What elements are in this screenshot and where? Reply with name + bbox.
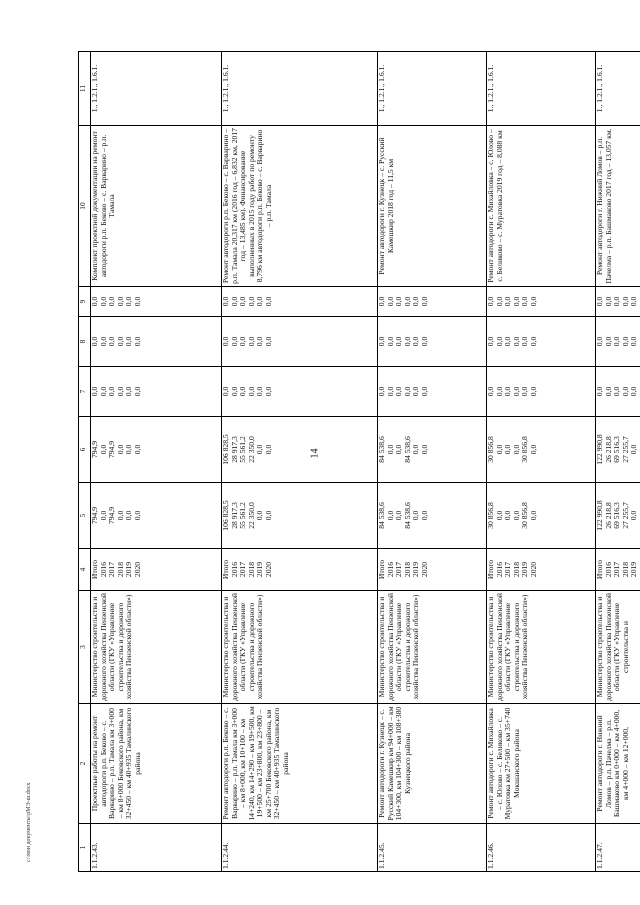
value-line: 0,0 bbox=[132, 296, 142, 307]
value-line: 2020 bbox=[419, 561, 429, 578]
regional-budget-cell bbox=[91, 417, 222, 483]
value-line: 22 350,0 bbox=[246, 436, 256, 463]
row-id-cell: 1.1.2.45. bbox=[378, 824, 487, 872]
value-line: 0,0 bbox=[629, 510, 638, 521]
value-line: 26 218,8 bbox=[603, 502, 613, 529]
value-line: 0,0 bbox=[98, 444, 108, 455]
value-line: 0,0 bbox=[263, 386, 273, 397]
value-line: 2017 bbox=[612, 561, 621, 578]
value-line: 0,0 bbox=[132, 444, 142, 455]
indicator-link-cell: 1., 1.2.1., 1.6.1. bbox=[596, 52, 640, 126]
total-funding-cell bbox=[596, 483, 640, 549]
value-line: 84 538,6 bbox=[377, 436, 386, 463]
executor-cell: Министерство строительства и дорожного хозяйства Пензенской области (ГКУ «Управление строительства и дорожного хозяйства Пензенской области») bbox=[222, 591, 378, 704]
value-line: 0,0 bbox=[620, 386, 630, 397]
value-line: 2019 bbox=[411, 561, 420, 578]
value-line: 0,0 bbox=[503, 386, 512, 397]
value-line: 0,0 bbox=[394, 336, 403, 347]
value-line: 0,0 bbox=[263, 336, 273, 347]
indicator-link-cell: 1., 1.2.1., 1.6.1. bbox=[487, 52, 596, 126]
value-line: 30 856,8 bbox=[486, 502, 495, 529]
value-line: 2018 bbox=[115, 561, 125, 578]
regional-budget-cell bbox=[596, 417, 640, 483]
column-header: 7 bbox=[79, 367, 91, 417]
value-line: 0,0 bbox=[603, 296, 613, 307]
total-funding-cell bbox=[487, 483, 596, 549]
local-budget-cell bbox=[596, 317, 640, 367]
value-line: 84 538,6 bbox=[402, 436, 412, 463]
local-budget-cell bbox=[378, 317, 487, 367]
column-header: 10 bbox=[79, 126, 91, 287]
expected-result-cell: Ремонт автодороги с. Михайловка – с. Юлово – с. Беликово – с. Муратовка 2019 год – 8,088 км bbox=[487, 126, 596, 287]
value-line: 0,0 bbox=[107, 296, 116, 307]
value-line: 0,0 bbox=[503, 444, 512, 455]
program-table-wrapper bbox=[78, 52, 638, 872]
value-line: 0,0 bbox=[385, 296, 395, 307]
value-line: Итого bbox=[221, 559, 230, 580]
value-line: 27 255,7 bbox=[620, 502, 630, 529]
total-funding-cell bbox=[91, 483, 222, 549]
value-line: 0,0 bbox=[629, 386, 638, 397]
value-line: 0,0 bbox=[385, 386, 395, 397]
value-line: 55 561,2 bbox=[238, 436, 247, 463]
value-line: 0,0 bbox=[124, 336, 133, 347]
regional-budget-cell bbox=[222, 417, 378, 483]
value-line: 0,0 bbox=[107, 336, 116, 347]
table-body bbox=[91, 52, 640, 872]
value-line: 26 218,8 bbox=[603, 436, 613, 463]
value-line: 2018 bbox=[246, 561, 256, 578]
value-line: 0,0 bbox=[124, 296, 133, 307]
local-budget-cell bbox=[222, 317, 378, 367]
activity-name-cell: Ремонт автодороги г. Нижний Ломов – р.п. Пачелма – р.п. Башмаково км 0+000 – км 4+000, км 4+000 – км 12+000, bbox=[596, 704, 640, 824]
local-budget-cell bbox=[91, 317, 222, 367]
year-cell bbox=[91, 549, 222, 591]
value-line: 0,0 bbox=[98, 386, 108, 397]
value-line: 0,0 bbox=[494, 444, 504, 455]
value-line: 0,0 bbox=[620, 336, 630, 347]
value-line: 0,0 bbox=[394, 386, 403, 397]
value-line: 0,0 bbox=[255, 444, 264, 455]
value-line: 0,0 bbox=[377, 336, 386, 347]
value-line: 0,0 bbox=[255, 296, 264, 307]
expected-result-cell: Комплект проектной документации на ремонт автодороги р.п. Беково – с. Варварино – р.п. Тамала bbox=[91, 126, 222, 287]
value-line: 0,0 bbox=[528, 444, 538, 455]
value-line: 0,0 bbox=[115, 386, 125, 397]
value-line: 0,0 bbox=[385, 336, 395, 347]
activity-name-cell: Ремонт автодороги г. Кузнецк – с. Русский Камешкир км 94+000 – км 104+300, км 104+300 – км 108+380 Кузнецкого района bbox=[378, 704, 487, 824]
value-line: 0,0 bbox=[503, 336, 512, 347]
value-line: 28 917,3 bbox=[229, 502, 239, 529]
column-header: 8 bbox=[79, 317, 91, 367]
value-line: 0,0 bbox=[107, 386, 116, 397]
extra-budget-cell bbox=[378, 287, 487, 317]
value-line: 0,0 bbox=[255, 510, 264, 521]
value-line: 2019 bbox=[255, 561, 264, 578]
expected-result-cell: Ремонт автодороги г. Нижний Ломов – р.п. Пачелма – р.п. Башмаково 2017 год – 13,057 км. bbox=[596, 126, 640, 287]
footer-file-path: c:\мои документы\рМЭ-ш.docx bbox=[26, 782, 32, 862]
value-line: 2018 bbox=[511, 561, 521, 578]
value-line: 2020 bbox=[528, 561, 538, 578]
federal-budget-cell bbox=[596, 367, 640, 417]
value-line: 0,0 bbox=[419, 296, 429, 307]
value-line: Итого bbox=[595, 559, 604, 580]
value-line: 2017 bbox=[394, 561, 403, 578]
activity-name-cell: Ремонт автодороги р.п. Беково – с. Варварино – р.п. Тамала км 3+000 – км 8+000, км 10+100 – км 14+240, км 14+290 – км 19+500, км 19+500 – км 23+800, км 23+800 – км 25+700 Бековского района, км 32+450 – км 40+935 Тамалинского района bbox=[222, 704, 378, 824]
indicator-link-cell: 1., 1.2.1., 1.6.1. bbox=[378, 52, 487, 126]
value-line: 0,0 bbox=[402, 336, 412, 347]
value-line: 0,0 bbox=[90, 296, 99, 307]
value-line: 106 828,5 bbox=[221, 434, 230, 465]
column-header: 1 bbox=[79, 824, 91, 872]
value-line: 106 828,5 bbox=[221, 500, 230, 531]
value-line: 0,0 bbox=[411, 386, 420, 397]
column-number-row bbox=[79, 52, 91, 872]
value-line: 2016 bbox=[98, 561, 108, 578]
indicator-link-cell: 1., 1.2.1., 1.6.1. bbox=[91, 52, 222, 126]
value-line: 30 856,8 bbox=[520, 502, 529, 529]
value-line: 0,0 bbox=[377, 296, 386, 307]
column-header: 4 bbox=[79, 549, 91, 591]
value-line: 0,0 bbox=[402, 296, 412, 307]
program-activities-table bbox=[78, 51, 640, 872]
value-line: 0,0 bbox=[411, 296, 420, 307]
value-line: 0,0 bbox=[124, 444, 133, 455]
value-line: 30 856,8 bbox=[486, 436, 495, 463]
value-line: 0,0 bbox=[503, 296, 512, 307]
value-line: 0,0 bbox=[511, 296, 521, 307]
value-line: 0,0 bbox=[528, 336, 538, 347]
table-row bbox=[222, 52, 378, 872]
value-line: 0,0 bbox=[511, 336, 521, 347]
value-line: 0,0 bbox=[221, 386, 230, 397]
value-line: 0,0 bbox=[612, 336, 621, 347]
value-line: 0,0 bbox=[595, 336, 604, 347]
value-line: 55 561,2 bbox=[238, 502, 247, 529]
value-line: 0,0 bbox=[528, 510, 538, 521]
year-cell bbox=[596, 549, 640, 591]
value-line: 84 538,6 bbox=[377, 502, 386, 529]
activity-name-cell: Проектные работы на ремонт автодороги р.п. Беково – с. Варварино – р.п. Тамала км 3+000 – км 8+000 Бековского района, км 32+450 – км 40+935 Тамалинского района bbox=[91, 704, 222, 824]
value-line: 2016 bbox=[603, 561, 613, 578]
value-line: 0,0 bbox=[229, 386, 239, 397]
value-line: 0,0 bbox=[419, 336, 429, 347]
value-line: 0,0 bbox=[411, 510, 420, 521]
value-line: 0,0 bbox=[595, 386, 604, 397]
value-line: 0,0 bbox=[419, 444, 429, 455]
value-line: 0,0 bbox=[98, 336, 108, 347]
executor-cell: Министерство строительства и дорожного хозяйства Пензенской области (ГКУ «Управление строительства и дорожного хозяйства Пензенской области») bbox=[487, 591, 596, 704]
federal-budget-cell bbox=[378, 367, 487, 417]
value-line: 0,0 bbox=[221, 296, 230, 307]
value-line: 2018 bbox=[620, 561, 630, 578]
executor-cell: Министерство строительства и дорожного хозяйства Пензенской области (ГКУ «Управление строительства и дорожного хозяйства Пензенской области») bbox=[91, 591, 222, 704]
value-line: 0,0 bbox=[115, 336, 125, 347]
column-header: 9 bbox=[79, 287, 91, 317]
value-line: 0,0 bbox=[528, 296, 538, 307]
value-line: 0,0 bbox=[419, 510, 429, 521]
expected-result-cell: Ремонт автодороги г. Кузнецк – с. Русский Камешкир 2018 год – 11,5 км bbox=[378, 126, 487, 287]
value-line: 69 516,3 bbox=[612, 502, 621, 529]
value-line: 794,9 bbox=[107, 440, 116, 459]
value-line: 2018 bbox=[402, 561, 412, 578]
year-cell bbox=[222, 549, 378, 591]
extra-budget-cell bbox=[222, 287, 378, 317]
value-line: 794,9 bbox=[90, 440, 99, 459]
total-funding-cell bbox=[378, 483, 487, 549]
value-line: 0,0 bbox=[377, 386, 386, 397]
value-line: 0,0 bbox=[520, 386, 529, 397]
value-line: 2019 bbox=[520, 561, 529, 578]
value-line: 122 990,8 bbox=[595, 434, 604, 465]
column-header: 3 bbox=[79, 591, 91, 704]
value-line: 0,0 bbox=[612, 386, 621, 397]
table-row bbox=[487, 52, 596, 872]
extra-budget-cell bbox=[596, 287, 640, 317]
expected-result-cell: Ремонт автодороги р.п. Беково – с. Варварино – р.п. Тамала 20,317 км (2016 год – 6,832 км, 2017 год – 13,485 км). Финансирование выполненных в 2015 году работ по ремонту 8,796 км автодороги р.п. Беково – с. Варварино – р.п. Тамала bbox=[222, 126, 378, 287]
value-line: 2016 bbox=[385, 561, 395, 578]
value-line: 0,0 bbox=[255, 336, 264, 347]
value-line: 0,0 bbox=[411, 444, 420, 455]
value-line: 0,0 bbox=[115, 444, 125, 455]
value-line: 0,0 bbox=[132, 386, 142, 397]
column-header: 6 bbox=[79, 417, 91, 483]
value-line: 0,0 bbox=[629, 444, 638, 455]
column-header: 2 bbox=[79, 704, 91, 824]
value-line: 84 538,6 bbox=[402, 502, 412, 529]
value-line: 0,0 bbox=[629, 336, 638, 347]
value-line: 794,9 bbox=[107, 506, 116, 525]
value-line: 0,0 bbox=[263, 444, 273, 455]
value-line: 0,0 bbox=[528, 386, 538, 397]
value-line: 0,0 bbox=[132, 336, 142, 347]
value-line: Итого bbox=[90, 559, 99, 580]
value-line: 2019 bbox=[124, 561, 133, 578]
local-budget-cell bbox=[487, 317, 596, 367]
value-line: 0,0 bbox=[520, 296, 529, 307]
value-line: 2020 bbox=[132, 561, 142, 578]
value-line: 2020 bbox=[263, 561, 273, 578]
value-line: Итого bbox=[486, 559, 495, 580]
value-line: 0,0 bbox=[511, 386, 521, 397]
value-line: 0,0 bbox=[511, 444, 521, 455]
row-id-cell: 1.1.2.46. bbox=[487, 824, 596, 872]
value-line: 0,0 bbox=[238, 336, 247, 347]
value-line: Итого bbox=[377, 559, 386, 580]
value-line: 0,0 bbox=[603, 386, 613, 397]
executor-cell: Министерство строительства и дорожного хозяйства Пензенской области (ГКУ «Управление строительства и bbox=[596, 591, 640, 704]
value-line: 0,0 bbox=[603, 336, 613, 347]
value-line: 0,0 bbox=[503, 510, 512, 521]
value-line: 0,0 bbox=[629, 296, 638, 307]
value-line: 0,0 bbox=[494, 510, 504, 521]
value-line: 0,0 bbox=[246, 296, 256, 307]
value-line: 0,0 bbox=[394, 510, 403, 521]
value-line: 0,0 bbox=[419, 386, 429, 397]
value-line: 27 255,7 bbox=[620, 436, 630, 463]
value-line: 0,0 bbox=[486, 336, 495, 347]
extra-budget-cell bbox=[487, 287, 596, 317]
value-line: 0,0 bbox=[385, 510, 395, 521]
total-funding-cell bbox=[222, 483, 378, 549]
value-line: 2016 bbox=[494, 561, 504, 578]
federal-budget-cell bbox=[222, 367, 378, 417]
column-header: 11 bbox=[79, 52, 91, 126]
table-row bbox=[596, 52, 640, 872]
value-line: 0,0 bbox=[98, 296, 108, 307]
value-line: 0,0 bbox=[90, 386, 99, 397]
value-line: 0,0 bbox=[494, 296, 504, 307]
regional-budget-cell bbox=[487, 417, 596, 483]
value-line: 69 516,3 bbox=[612, 436, 621, 463]
row-id-cell: 1.1.2.44. bbox=[222, 824, 378, 872]
value-line: 0,0 bbox=[263, 510, 273, 521]
value-line: 0,0 bbox=[494, 336, 504, 347]
year-cell bbox=[487, 549, 596, 591]
page-number: 14 bbox=[309, 448, 321, 459]
value-line: 28 917,3 bbox=[229, 436, 239, 463]
value-line: 0,0 bbox=[221, 336, 230, 347]
regional-budget-cell bbox=[378, 417, 487, 483]
indicator-link-cell: 1., 1.2.1., 1.6.1. bbox=[222, 52, 378, 126]
year-cell bbox=[378, 549, 487, 591]
value-line: 0,0 bbox=[494, 386, 504, 397]
value-line: 0,0 bbox=[246, 336, 256, 347]
table-row bbox=[378, 52, 487, 872]
value-line: 0,0 bbox=[238, 296, 247, 307]
value-line: 30 856,8 bbox=[520, 436, 529, 463]
value-line: 0,0 bbox=[132, 510, 142, 521]
value-line: 0,0 bbox=[394, 296, 403, 307]
value-line: 2017 bbox=[238, 561, 247, 578]
table-row bbox=[91, 52, 222, 872]
value-line: 0,0 bbox=[511, 510, 521, 521]
federal-budget-cell bbox=[91, 367, 222, 417]
value-line: 2017 bbox=[107, 561, 116, 578]
value-line: 0,0 bbox=[385, 444, 395, 455]
value-line: 0,0 bbox=[246, 386, 256, 397]
value-line: 0,0 bbox=[411, 336, 420, 347]
value-line: 0,0 bbox=[402, 386, 412, 397]
value-line: 0,0 bbox=[238, 386, 247, 397]
value-line: 0,0 bbox=[520, 336, 529, 347]
row-id-cell: 1.1.2.43. bbox=[91, 824, 222, 872]
value-line: 0,0 bbox=[124, 386, 133, 397]
value-line: 2017 bbox=[503, 561, 512, 578]
value-line: 0,0 bbox=[612, 296, 621, 307]
value-line: 0,0 bbox=[115, 510, 125, 521]
value-line: 0,0 bbox=[115, 296, 125, 307]
value-line: 794,9 bbox=[90, 506, 99, 525]
value-line: 0,0 bbox=[486, 296, 495, 307]
value-line: 22 350,0 bbox=[246, 502, 256, 529]
value-line: 0,0 bbox=[229, 336, 239, 347]
value-line: 0,0 bbox=[98, 510, 108, 521]
executor-cell: Министерство строительства и дорожного хозяйства Пензенской области (ГКУ «Управление строительства и дорожного хозяйства Пензенской области») bbox=[378, 591, 487, 704]
value-line: 0,0 bbox=[394, 444, 403, 455]
value-line: 2019 bbox=[629, 561, 638, 578]
value-line: 0,0 bbox=[124, 510, 133, 521]
extra-budget-cell bbox=[91, 287, 222, 317]
column-header: 5 bbox=[79, 483, 91, 549]
value-line: 0,0 bbox=[620, 296, 630, 307]
value-line: 0,0 bbox=[595, 296, 604, 307]
value-line: 0,0 bbox=[229, 296, 239, 307]
federal-budget-cell bbox=[487, 367, 596, 417]
row-id-cell: 1.1.2.47. bbox=[596, 824, 640, 872]
value-line: 0,0 bbox=[486, 386, 495, 397]
value-line: 122 990,8 bbox=[595, 500, 604, 531]
value-line: 2016 bbox=[229, 561, 239, 578]
value-line: 0,0 bbox=[255, 386, 264, 397]
activity-name-cell: Ремонт автодороги с. Михайловка – с. Юлово – с. Беликово – с. Муратовка км 27+500 – км 35+740 Мокшанского района bbox=[487, 704, 596, 824]
value-line: 0,0 bbox=[90, 336, 99, 347]
value-line: 0,0 bbox=[263, 296, 273, 307]
